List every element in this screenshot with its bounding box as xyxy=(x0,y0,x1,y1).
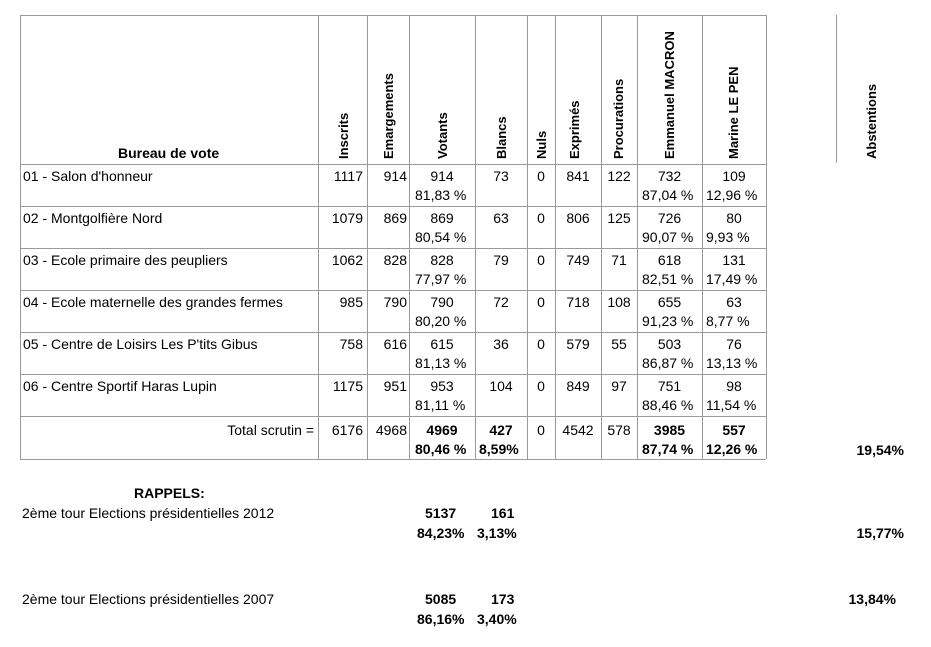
cell-votants-pct: 80,54 % xyxy=(415,229,467,245)
cell-inscrits: 1079 xyxy=(331,210,363,226)
cell-macron-pct: 90,07 % xyxy=(642,229,694,245)
cell-lepen: 131 xyxy=(722,252,746,268)
cell-emargements: 790 xyxy=(383,294,407,310)
cell-bureau: 05 - Centre de Loisirs Les P'tits Gibus xyxy=(23,336,258,352)
cell-macron: 655 xyxy=(657,294,682,310)
cell-blancs: 79 xyxy=(493,252,509,268)
total-procurations: 578 xyxy=(607,422,631,438)
header-bureau-de-vote: Bureau de vote xyxy=(118,145,220,161)
rappel-2007-blancs: 173 xyxy=(491,591,515,607)
cell-macron: 618 xyxy=(657,252,682,268)
cell-lepen: 76 xyxy=(726,336,742,352)
cell-macron-pct: 87,04 % xyxy=(642,187,694,203)
cell-exprimes: 749 xyxy=(566,252,590,268)
rappel-2012-label: 2ème tour Elections présidentielles 2012 xyxy=(22,505,275,521)
cell-nuls: 0 xyxy=(537,252,545,268)
total-lepen: 557 xyxy=(722,422,746,438)
total-macron: 3985 xyxy=(653,422,686,438)
cell-votants-pct: 81,13 % xyxy=(415,355,467,371)
total-lepen-pct: 12,26 % xyxy=(706,441,758,457)
total-label: Total scrutin = xyxy=(227,422,314,438)
total-exprimes: 4542 xyxy=(562,422,594,438)
cell-emargements: 914 xyxy=(383,168,407,184)
header-abstentions: Abstentions xyxy=(864,83,879,159)
cell-nuls: 0 xyxy=(537,378,545,394)
total-blancs-pct: 8,59% xyxy=(479,441,519,457)
cell-procurations: 71 xyxy=(611,252,627,268)
total-emargements: 4968 xyxy=(375,422,407,438)
cell-votants-pct: 77,97 % xyxy=(415,271,467,287)
total-votants: 4969 xyxy=(426,422,458,438)
cell-emargements: 869 xyxy=(383,210,407,226)
cell-blancs: 36 xyxy=(493,336,509,352)
cell-inscrits: 1062 xyxy=(331,252,363,268)
total-nuls: 0 xyxy=(537,422,545,438)
cell-exprimes: 579 xyxy=(566,336,590,352)
cell-emargements: 828 xyxy=(383,252,407,268)
cell-nuls: 0 xyxy=(537,210,545,226)
cell-lepen-pct: 11,54 % xyxy=(706,397,757,413)
cell-nuls: 0 xyxy=(537,336,545,352)
cell-lepen: 63 xyxy=(726,294,742,310)
cell-lepen-pct: 17,49 % xyxy=(706,271,758,287)
cell-bureau: 04 - Ecole maternelle des grandes fermes xyxy=(23,294,283,310)
cell-procurations: 125 xyxy=(607,210,631,226)
cell-procurations: 55 xyxy=(611,336,627,352)
header-lepen: Marine LE PEN xyxy=(726,66,741,159)
total-abstentions: 19,54% xyxy=(856,442,904,458)
rappel-2012-votants-pct: 84,23% xyxy=(417,525,465,541)
total-inscrits: 6176 xyxy=(331,422,363,438)
cell-votants: 914 xyxy=(430,168,454,184)
cell-lepen-pct: 8,77 % xyxy=(706,313,750,329)
cell-inscrits: 985 xyxy=(339,294,363,310)
cell-nuls: 0 xyxy=(537,294,545,310)
cell-lepen-pct: 12,96 % xyxy=(706,187,758,203)
cell-exprimes: 806 xyxy=(566,210,590,226)
cell-lepen: 80 xyxy=(726,210,742,226)
cell-inscrits: 1117 xyxy=(333,168,363,184)
cell-votants: 790 xyxy=(430,294,454,310)
cell-bureau: 01 - Salon d'honneur xyxy=(23,168,153,184)
cell-exprimes: 849 xyxy=(566,378,590,394)
header-emargements: Emargements xyxy=(381,73,396,159)
cell-blancs: 72 xyxy=(493,294,509,310)
cell-blancs: 73 xyxy=(493,168,509,184)
cell-lepen: 98 xyxy=(726,378,742,394)
header-nuls: Nuls xyxy=(534,130,549,159)
header-exprimes: Exprimés xyxy=(567,100,582,159)
rappel-2012-abstentions: 15,77% xyxy=(856,525,904,541)
cell-votants: 869 xyxy=(430,210,454,226)
cell-votants: 953 xyxy=(430,378,454,394)
rappel-2007-blancs-pct: 3,40% xyxy=(477,611,517,627)
cell-lepen-pct: 13,13 % xyxy=(706,355,758,371)
cell-macron-pct: 86,87 % xyxy=(642,355,694,371)
cell-bureau: 03 - Ecole primaire des peupliers xyxy=(23,252,228,268)
cell-macron: 726 xyxy=(657,210,682,226)
cell-exprimes: 841 xyxy=(566,168,590,184)
cell-macron: 732 xyxy=(657,168,682,184)
cell-macron-pct: 82,51 % xyxy=(642,271,694,287)
header-blancs: Blancs xyxy=(494,116,509,159)
cell-macron-pct: 88,46 % xyxy=(642,397,694,413)
cell-emargements: 951 xyxy=(383,378,407,394)
cell-votants: 828 xyxy=(430,252,454,268)
rappel-2007-votants: 5085 xyxy=(425,591,457,607)
cell-votants: 615 xyxy=(430,336,454,352)
rappel-2007-label: 2ème tour Elections présidentielles 2007 xyxy=(22,591,275,607)
cell-votants-pct: 80,20 % xyxy=(415,313,467,329)
rappel-2012-blancs-pct: 3,13% xyxy=(477,525,517,541)
cell-inscrits: 1175 xyxy=(332,378,363,394)
cell-votants-pct: 81,83 % xyxy=(415,187,467,203)
cell-lepen: 109 xyxy=(722,168,746,184)
cell-lepen-pct: 9,93 % xyxy=(706,229,750,245)
rappels-title: RAPPELS: xyxy=(134,485,205,501)
header-macron: Emmanuel MACRON xyxy=(662,31,677,159)
rappel-2007-votants-pct: 86,16% xyxy=(417,611,465,627)
cell-bureau: 06 - Centre Sportif Haras Lupin xyxy=(23,378,217,394)
header-votants: Votants xyxy=(435,112,450,159)
total-votants-pct: 80,46 % xyxy=(415,441,467,457)
total-macron-pct: 87,74 % xyxy=(642,441,694,457)
header-inscrits: Inscrits xyxy=(336,112,351,159)
cell-macron: 503 xyxy=(657,336,682,352)
total-blancs: 427 xyxy=(489,422,513,438)
cell-bureau: 02 - Montgolfière Nord xyxy=(23,210,163,226)
cell-procurations: 122 xyxy=(607,168,631,184)
cell-macron-pct: 91,23 % xyxy=(642,313,694,329)
cell-procurations: 97 xyxy=(611,378,627,394)
cell-emargements: 616 xyxy=(383,336,407,352)
rappel-2012-blancs: 161 xyxy=(491,505,515,521)
cell-macron: 751 xyxy=(657,378,682,394)
header-procurations: Procurations xyxy=(611,78,626,159)
cell-inscrits: 758 xyxy=(339,336,363,352)
cell-procurations: 108 xyxy=(607,294,631,310)
rappel-2007-abstentions: 13,84% xyxy=(848,591,896,607)
rappel-2012-votants: 5137 xyxy=(425,505,457,521)
cell-exprimes: 718 xyxy=(566,294,590,310)
cell-blancs: 63 xyxy=(493,210,509,226)
cell-blancs: 104 xyxy=(489,378,513,394)
cell-votants-pct: 81,11 % xyxy=(415,397,466,413)
cell-nuls: 0 xyxy=(537,168,545,184)
